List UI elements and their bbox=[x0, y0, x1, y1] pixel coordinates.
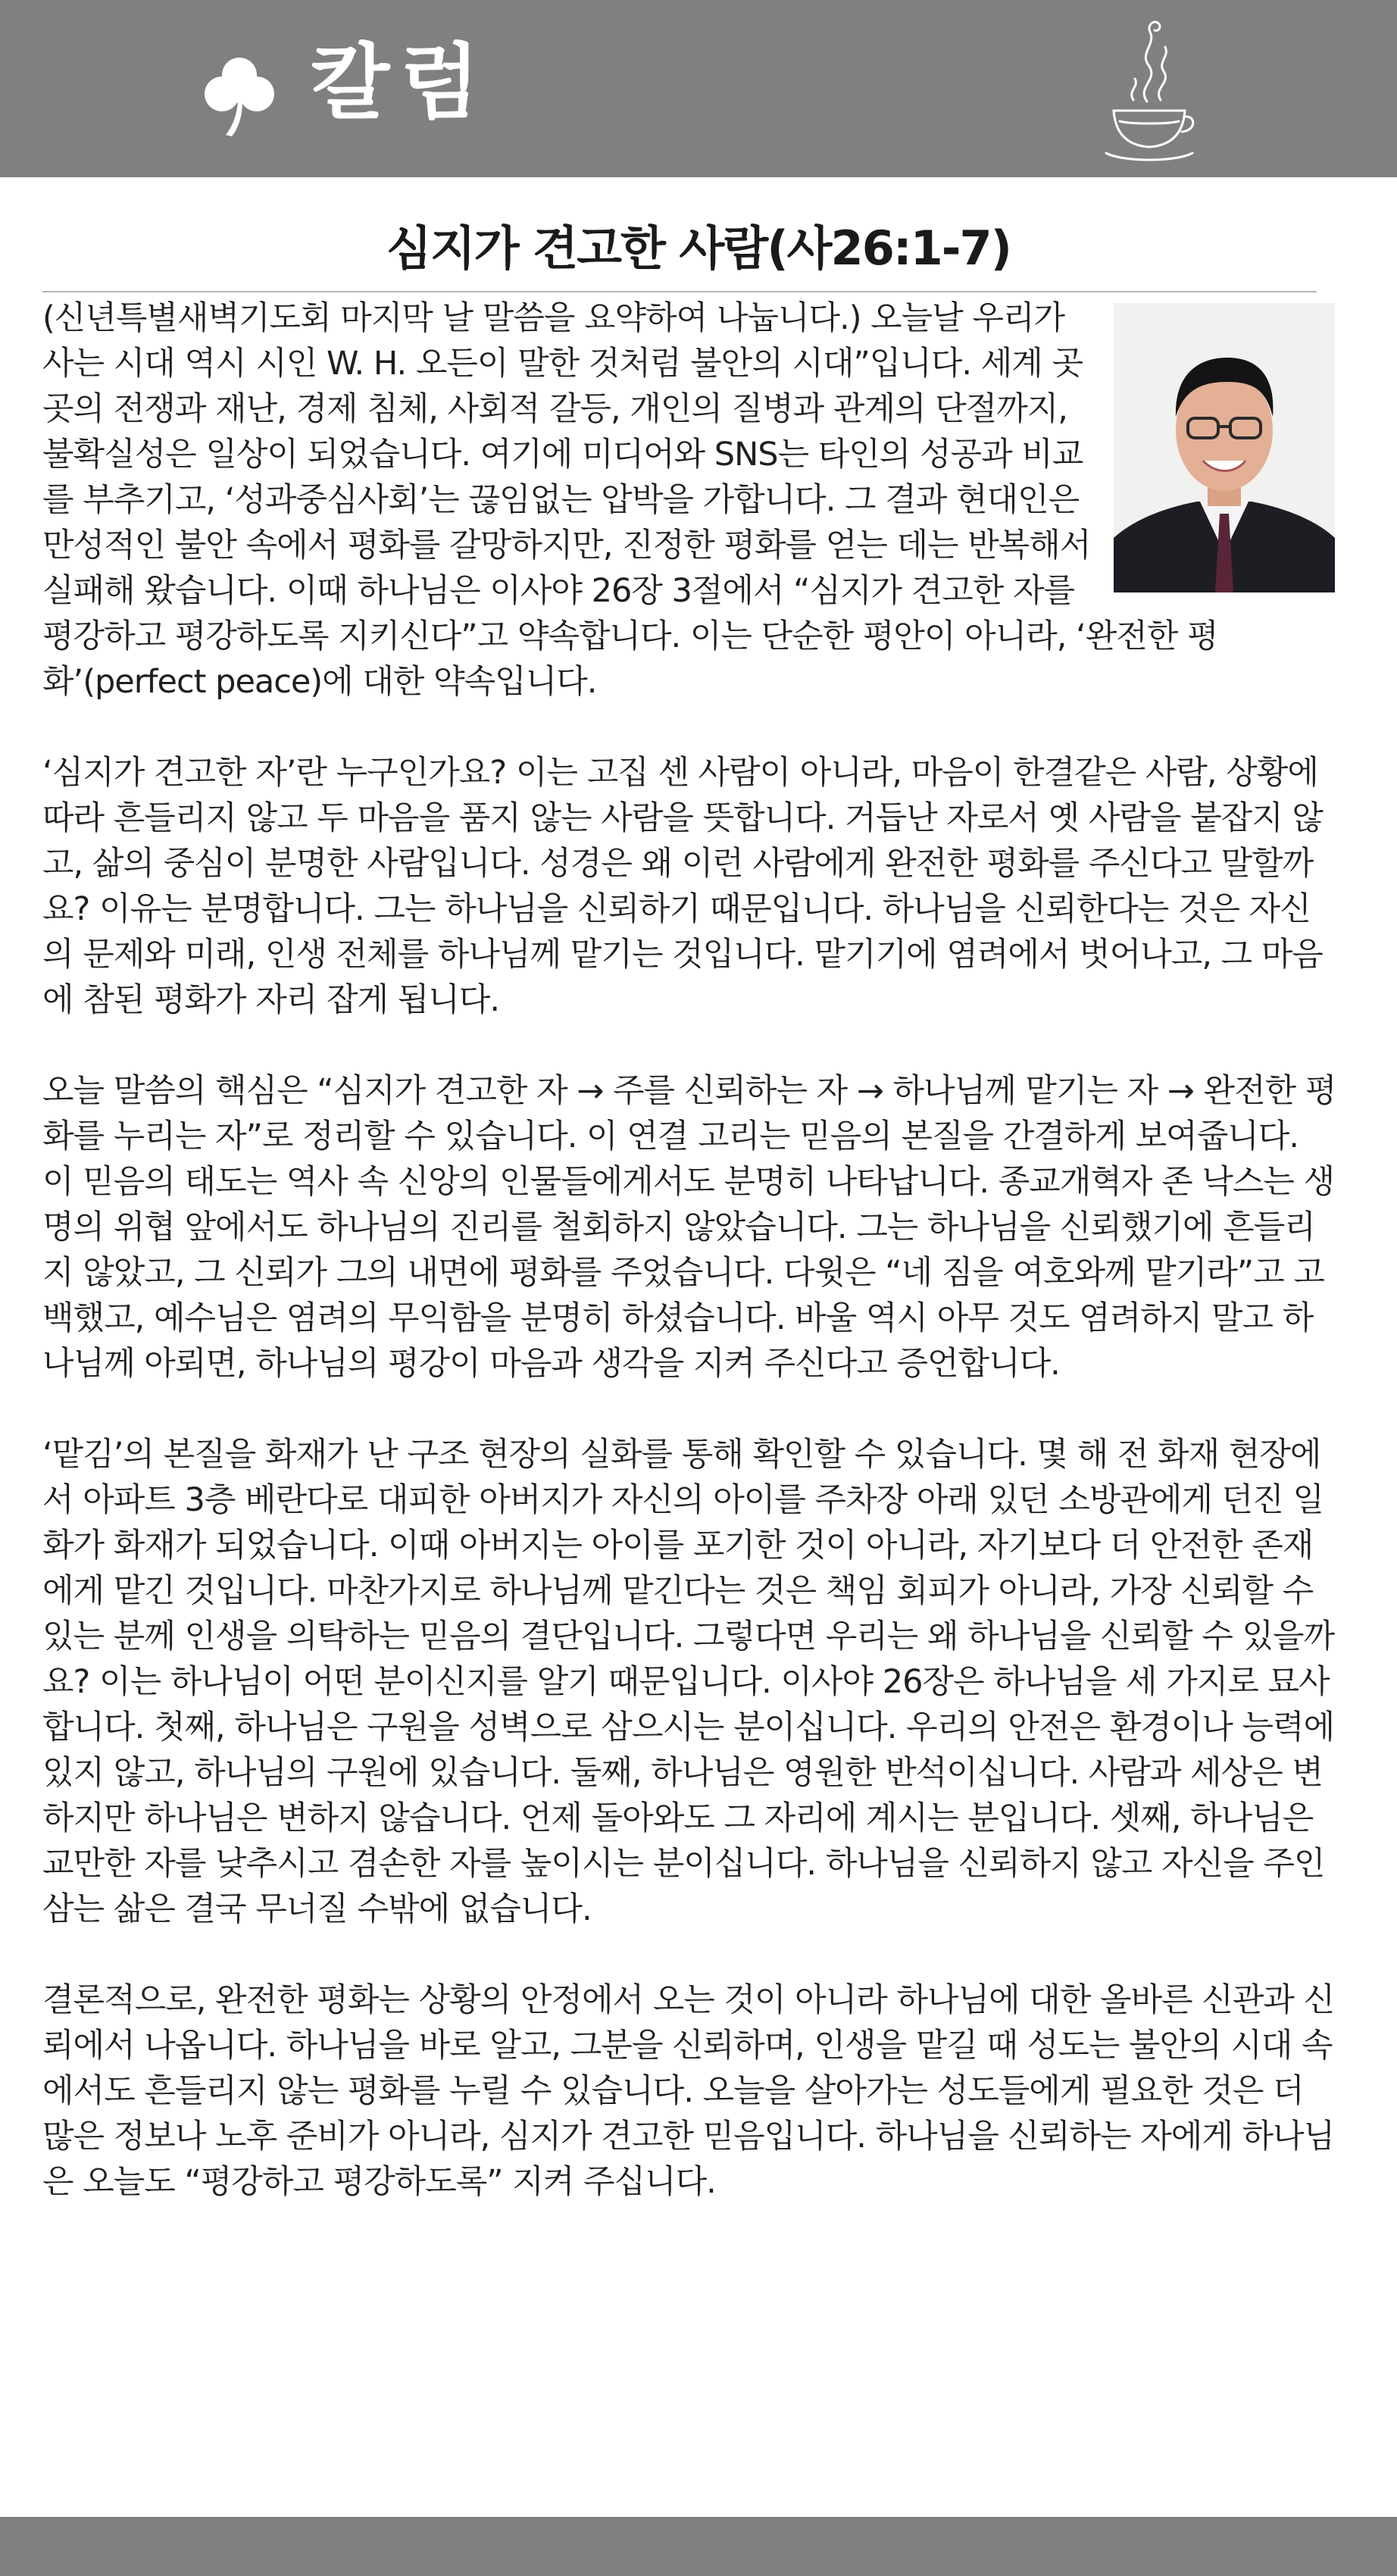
paragraph: ‘맡김’의 본질을 화재가 난 구조 현장의 실화를 통해 확인할 수 있습니다. 몇 해 전 화재 현장에서 아파트 3층 베란다로 대피한 아버지가 자신의 아이를 주차장 아래 있던 소방관에게 던진 일화가 화재가 되었습니다. 이때 아버지는 아이를 포기한 것이 아니라, 자기보다 더 안전한 존재에게 맡긴 것입니다. 마찬가지로 하나님께 맡긴다는 것은 책임 회피가 아니라, 가장 신뢰할 수 있는 분께 인생을 의탁하는 믿음의 결단입니다. 그렇다면 우리는 왜 하나님을 신뢰할 수 있을까요? 이는 하나님이 어떤 분이신지를 알기 때문입니다. 이사야 26장은 하나님을 세 가지로 묘사합니다. 첫째, 하나님은 구원을 성벽으로 삼으시는 분이십니다. 우리의 안전은 환경이나 능력에 있지 않고, 하나님의 구원에 있습니다. 둘째, 하나님은 영원한 반석이십니다. 사람과 세상은 변하지만 하나님은 변하지 않습니다. 언제 돌아와도 그 자리에 계시는 분입니다. 셋째, 하나님은 교만한 자를 낮추시고 겸손한 자를 높이시는 분이십니다. 하나님을 신뢰하지 않고 자신을 주인 삼는 삶은 결국 무너질 수밖에 없습니다. bbox=[42, 1436, 1335, 1928]
coffee-cup-icon bbox=[1100, 11, 1199, 170]
article-body bbox=[42, 295, 1338, 2250]
section-title: 칼럼 bbox=[311, 36, 490, 130]
paragraph: ‘심지가 견고한 자’란 누구인가요? 이는 고집 센 사람이 아니라, 마음이 한결같은 사람, 상황에 따라 흔들리지 않고 두 마음을 품지 않는 사람을 뜻합니다. 거듭난 자로서 옛 사람을 붙잡지 않고, 삶의 중심이 분명한 사람입니다. 성경은 왜 이런 사람에게 완전한 평화를 주신다고 말할까요? 이유는 분명합니다. 그는 하나님을 신뢰하기 때문입니다. 하나님을 신뢰한다는 것은 자신의 문제와 미래, 인생 전체를 하나님께 맡기는 것입니다. 맡기기에 염려에서 벗어나고, 그 마음에 참된 평화가 자리 잡게 됩니다. bbox=[42, 754, 1323, 1019]
title-divider bbox=[42, 291, 1317, 292]
paragraph: 오늘 말씀의 핵심은 “심지가 견고한 자 → 주를 신뢰하는 자 → 하나님께 맡기는 자 → 완전한 평화를 누리는 자”로 정리할 수 있습니다. 이 연결 고리는 믿음의 본질을 간결하게 보여줍니다. 이 믿음의 태도는 역사 속 신앙의 인물들에게서도 분명히 나타납니다. 종교개혁자 존 낙스는 생명의 위협 앞에서도 하나님의 진리를 철회하지 않았습니다. 그는 하나님을 신뢰했기에 흔들리지 않았고, 그 신뢰가 그의 내면에 평화를 주었습니다. 다윗은 “네 짐을 여호와께 맡기라”고 고백했고, 예수님은 염려의 무익함을 분명히 하셨습니다. 바울 역시 아무 것도 염려하지 말고 하나님께 아뢰면, 하나님의 평강이 마음과 생각을 지켜 주신다고 증언합니다. bbox=[42, 1072, 1336, 1383]
paragraph: 결론적으로, 완전한 평화는 상황의 안정에서 오는 것이 아니라 하나님에 대한 올바른 신관과 신뢰에서 나옵니다. 하나님을 바로 알고, 그분을 신뢰하며, 인생을 맡길 때 성도는 불안의 시대 속에서도 흔들리지 않는 평화를 누릴 수 있습니다. 오늘을 살아가는 성도들에게 필요한 것은 더 많은 정보나 노후 준비가 아니라, 심지가 견고한 믿음입니다. 하나님을 신뢰하는 자에게 하나님은 오늘도 “평강하고 평강하도록” 지켜 주십니다. bbox=[42, 1981, 1335, 2201]
header-bar bbox=[0, 0, 1397, 177]
portrait-spacer bbox=[1102, 295, 1338, 599]
footer-bar bbox=[0, 2517, 1397, 2576]
article-title: 심지가 견고한 사람(사26:1-7) bbox=[386, 220, 1011, 276]
clover-icon bbox=[203, 55, 276, 138]
paragraph: (신년특별새벽기도회 마지막 날 말씀을 요약하여 나눕니다.) 오늘날 우리가 사는 시대 역시 시인 W. H. 오든이 말한 것처럼 불안의 시대”입니다. 세계 곳곳의 전쟁과 재난, 경제 침체, 사회적 갈등, 개인의 질병과 관계의 단절까지, 불확실성은 일상이 되었습니다. 여기에 미디어와 SNS는 타인의 성공과 비교를 부추기고, ‘성과중심사회’는 끊임없는 압박을 가합니다. 그 결과 현대인은 만성적인 불안 속에서 평화를 갈망하지만, 진정한 평화를 얻는 데는 반복해서 실패해 왔습니다. 이때 하나님은 이사야 26장 3절에서 “심지가 견고한 자를 평강하고 평강하도록 지키신다”고 약속합니다. 이는 단순한 평안이 아니라, ‘완전한 평화’(perfect peace)에 대한 약속입니다. bbox=[42, 299, 1218, 701]
